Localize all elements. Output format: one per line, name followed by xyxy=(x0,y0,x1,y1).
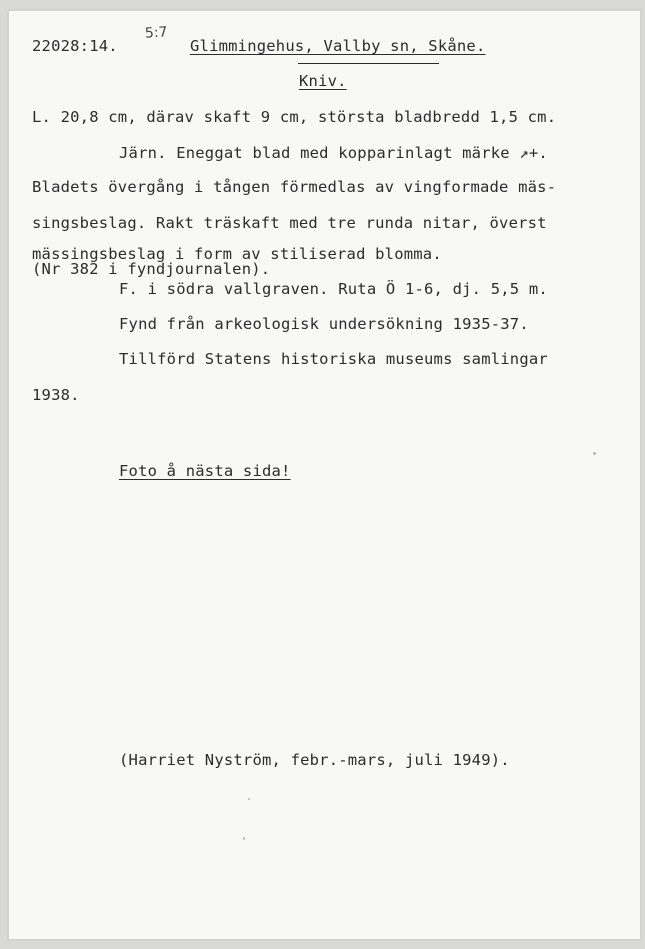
description-line-4: singsbeslag. Rakt träskaft med tre runda nitar, överst xyxy=(32,214,547,232)
description-line-1: L. 20,8 cm, därav skaft 9 cm, största bladbredd 1,5 cm. xyxy=(32,108,557,126)
catalog-number: 22028:14. xyxy=(32,37,118,55)
place-heading: Glimmingehus, Vallby sn, Skåne. xyxy=(190,37,486,55)
paper-speck xyxy=(593,452,596,455)
year-line: 1938. xyxy=(32,386,80,404)
description-line-5: mässingsbeslag i form av stiliserad blomma. xyxy=(32,245,442,263)
paper-speck xyxy=(243,837,245,840)
catalog-card xyxy=(8,10,641,940)
handwritten-note: 5:7 xyxy=(144,24,169,42)
description-line-2: Järn. Eneggat blad med kopparinlagt märke ↗+. xyxy=(119,144,548,162)
excavation-note: Fynd från arkeologisk undersökning 1935-37. xyxy=(119,315,529,333)
museum-note: Tillförd Statens historiska museums samlingar xyxy=(119,350,548,368)
photo-note: Foto å nästa sida! xyxy=(119,462,291,480)
find-location: F. i södra vallgraven. Ruta Ö 1-6, dj. 5,5 m. xyxy=(119,280,548,298)
description-line-3: Bladets övergång i tången förmedlas av vingformade mäs- xyxy=(32,178,557,196)
description-line-6: (Nr 382 i fyndjournalen). xyxy=(32,260,271,278)
paper-speck xyxy=(248,798,250,800)
heading-rule xyxy=(298,63,439,64)
object-title: Kniv. xyxy=(299,72,347,90)
cataloguer-signature: (Harriet Nyström, febr.-mars, juli 1949). xyxy=(119,751,510,769)
